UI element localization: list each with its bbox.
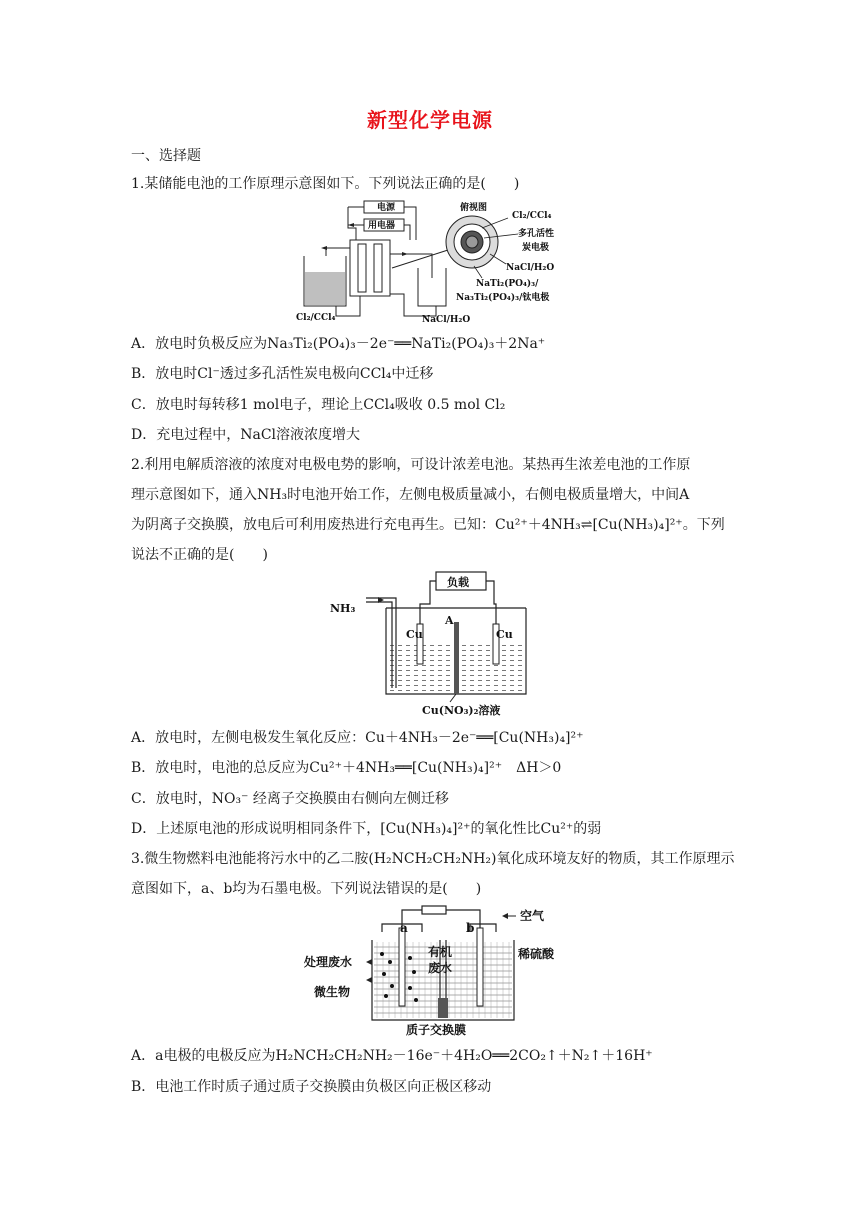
q3-diagram <box>302 902 570 1038</box>
q3-treated-water-label: 处理废水 <box>304 955 353 969</box>
q3-option-a: A．a电极的电极反应为H₂NCH₂CH₂NH₂－16e⁻＋4H₂O══2CO₂↑＋N₂↑＋16H⁺ <box>131 1048 653 1064</box>
q2-cu-left-label: Cu <box>406 628 423 641</box>
q2-stem-line-4: 说法不正确的是( ) <box>131 547 268 563</box>
q1-option-d: D．充电过程中，NaCl溶液浓度增大 <box>131 427 361 443</box>
q2-membrane-label: A <box>445 614 454 627</box>
q1-diagram <box>296 198 566 326</box>
q1-ring-label-3: 炭电极 <box>522 243 550 253</box>
q1-top-view-label: 俯视图 <box>460 203 488 213</box>
q2-solution-label: Cu(NO₃)₂溶液 <box>422 704 501 717</box>
q3-pem-label: 质子交换膜 <box>406 1023 467 1037</box>
q3-option-b: B．电池工作时质子通过质子交换膜由负极区向正极区移动 <box>131 1079 492 1095</box>
q1-option-b: B．放电时Cl⁻透过多孔活性炭电极向CCl₄中迁移 <box>131 366 434 382</box>
q2-option-c: C．放电时，NO₃⁻ 经离子交换膜由右侧向左侧迁移 <box>131 791 449 807</box>
q1-power-label: 电源 <box>377 203 396 213</box>
q3-microbe-label: 微生物 <box>314 985 351 999</box>
q2-stem-line-2: 理示意图如下，通入NH₃时电池开始工作，左侧电极质量减小，右侧电极质量增大，中间A <box>131 487 690 503</box>
q1-stem: 1.某储能电池的工作原理示意图如下。下列说法正确的是( ) <box>131 176 520 192</box>
q1-option-c: C．放电时每转移1 mol电子，理论上CCl₄吸收 0.5 mol Cl₂ <box>131 397 506 413</box>
q2-diagram <box>326 568 546 720</box>
q1-option-a: A．放电时负极反应为Na₃Ti₂(PO₄)₃－2e⁻══NaTi₂(PO₄)₃＋2Na⁺ <box>131 336 546 352</box>
q2-stem-line-1: 2.利用电解质溶液的浓度对电极电势的影响，可设计浓差电池。某热再生浓差电池的工作原 <box>131 457 691 473</box>
q3-stem-line-1: 3.微生物燃料电池能将污水中的乙二胺(H₂NCH₂CH₂NH₂)氧化成环境友好的物质，其工作原理示 <box>131 851 735 867</box>
q1-right-beaker-label: NaCl/H₂O <box>422 315 471 325</box>
q2-option-b: B．放电时，电池的总反应为Cu²⁺＋4NH₃══[Cu(NH₃)₄]²⁺ ΔH＞0 <box>131 760 562 776</box>
q2-cu-right-label: Cu <box>496 628 513 641</box>
q1-left-beaker-label: Cl₂/CCl₄ <box>296 313 336 323</box>
q2-load-label: 负载 <box>447 576 469 589</box>
q1-ring-label-5: NaTi₂(PO₄)₃/ <box>476 279 539 289</box>
q3-electrode-b-label: b <box>466 921 475 935</box>
section-heading: 一、选择题 <box>131 148 201 164</box>
q2-nh3-label: NH₃ <box>330 602 356 615</box>
q2-option-d: D．上述原电池的形成说明相同条件下，[Cu(NH₃)₄]²⁺的氧化性比Cu²⁺的弱 <box>131 821 602 837</box>
q2-stem-line-3: 为阴离子交换膜，放电后可利用废热进行充电再生。已知：Cu²⁺＋4NH₃⇌[Cu(NH₃)₄]²⁺。下列 <box>131 517 725 533</box>
q1-ring-label-2: 多孔活性 <box>518 229 555 239</box>
q3-acid-label: 稀硫酸 <box>518 947 555 961</box>
q1-ring-label-4: NaCl/H₂O <box>506 263 555 273</box>
q1-ring-label-1: Cl₂/CCl₄ <box>512 211 552 221</box>
q1-ring-label-6: Na₃Ti₂(PO₄)₃/钛电极 <box>456 293 550 303</box>
page-title: 新型化学电源 <box>367 108 493 132</box>
q3-electrode-a-label: a <box>400 921 408 935</box>
q2-option-a: A．放电时，左侧电极发生氧化反应：Cu＋4NH₃－2e⁻══[Cu(NH₃)₄]²⁺ <box>131 730 584 746</box>
q3-organic-label-1: 有机 <box>428 945 453 959</box>
q3-air-label: 空气 <box>520 909 545 923</box>
q1-appliance-label: 用电器 <box>368 221 396 231</box>
q3-organic-label-2: 废水 <box>428 961 453 975</box>
q3-stem-line-2: 意图如下，a、b均为石墨电极。下列说法错误的是( ) <box>131 881 482 897</box>
